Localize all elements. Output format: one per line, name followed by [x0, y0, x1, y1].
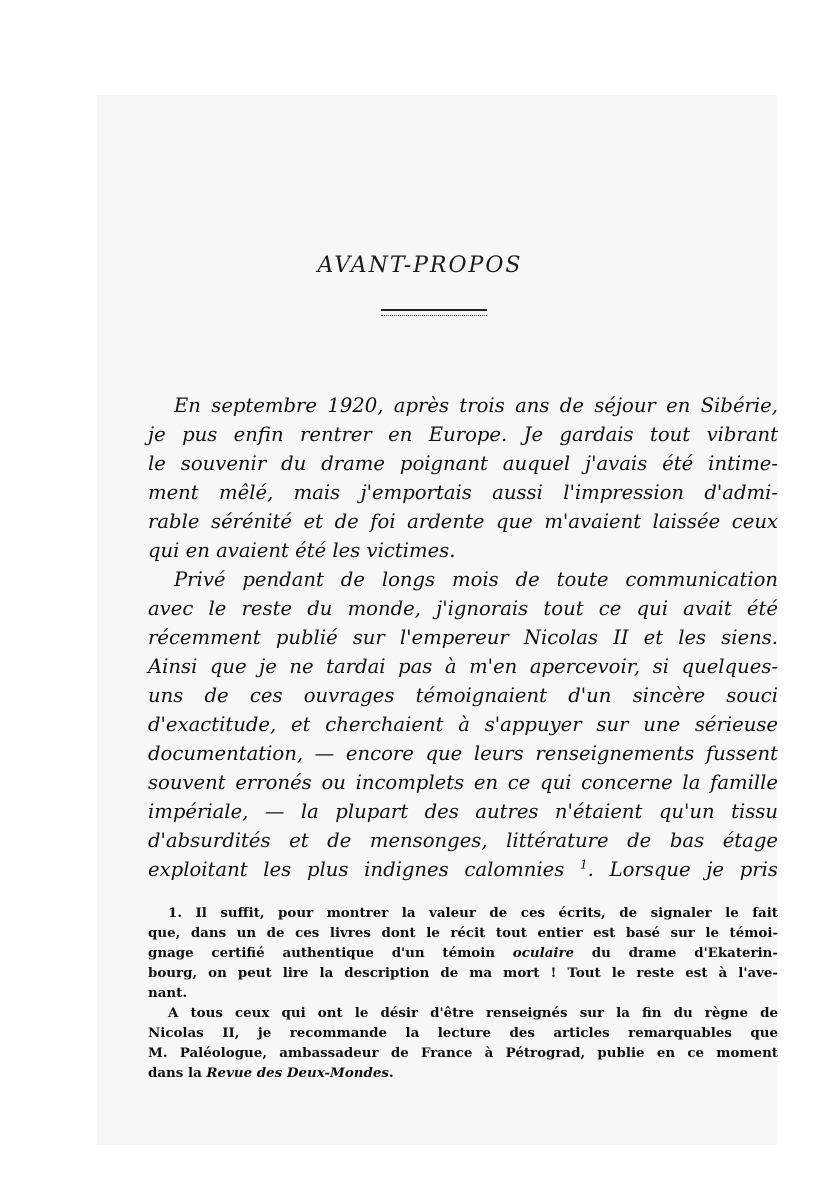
- footnote-line: [148, 943, 778, 963]
- body-line: je pus enfin rentrer en Europe. Je gardais tout vibrant: [148, 423, 778, 446]
- title-ornament-rule: [381, 309, 487, 316]
- body-line: Ainsi que je ne tardai pas à m'en apercevoir, si quelques-: [148, 655, 778, 678]
- chapter-title: AVANT-PROPOS: [317, 253, 523, 278]
- body-line: qui en avaient été les victimes.: [148, 539, 456, 562]
- footnote-line: nant.: [148, 985, 187, 1001]
- body-text: [148, 391, 778, 884]
- body-line: uns de ces ouvrages témoignaient d'un sincère souci: [148, 684, 778, 707]
- body-line-part: exploitant les plus indignes calomnies: [148, 858, 565, 881]
- footnote-line: [148, 1063, 778, 1083]
- body-line-part: . Lorsque je pris: [587, 858, 778, 881]
- body-line: d'exactitude, et cherchaient à s'appuyer sur une sérieuse: [148, 713, 778, 736]
- footnote-line: M. Paléologue, ambassadeur de France à Pétrograd, publie en ce moment: [148, 1045, 778, 1061]
- footnotes: [148, 903, 778, 1083]
- footnote-ref: 1: [580, 857, 588, 872]
- footnote-line: A tous ceux qui ont le désir d'être renseignés sur la fin du règne de: [168, 1005, 778, 1021]
- body-line: impériale, — la plupart des autres n'étaient qu'un tissu: [148, 800, 778, 823]
- body-line: d'absurdités et de mensonges, littérature de bas étage: [148, 829, 778, 852]
- footnote-line: que, dans un de ces livres dont le récit tout entier est basé sur le témoi-: [148, 925, 778, 941]
- body-line: [148, 855, 778, 884]
- footnote-part: gnage certifié authentique d'un témoin: [148, 945, 496, 961]
- footnote-italic: Revue des Deux-Mondes: [206, 1065, 389, 1081]
- body-line: documentation, — encore que leurs renseignements fussent: [148, 742, 778, 765]
- footnote-line: 1. Il suffit, pour montrer la valeur de ces écrits, de signaler le fait: [168, 905, 778, 921]
- body-line: avec le reste du monde, j'ignorais tout ce qui avait été: [148, 597, 778, 620]
- footnote-italic: oculaire: [512, 945, 575, 961]
- body-line: rable sérénité et de foi ardente que m'avaient laissée ceux: [148, 510, 778, 533]
- footnote-part: du drame d'Ekaterin-: [591, 945, 778, 961]
- body-line: Privé pendant de longs mois de toute communication: [174, 568, 778, 591]
- body-line: En septembre 1920, après trois ans de séjour en Sibérie,: [174, 394, 778, 417]
- body-line: souvent erronés ou incomplets en ce qui concerne la famille: [148, 771, 778, 794]
- footnote-part: .: [388, 1065, 394, 1081]
- body-line: récemment publié sur l'empereur Nicolas II et les siens.: [148, 626, 778, 649]
- footnote-line: bourg, on peut lire la description de ma mort ! Tout le reste est à l'ave-: [148, 965, 778, 981]
- body-line: le souvenir du drame poignant auquel j'avais été intime-: [148, 452, 778, 475]
- footnote-line: Nicolas II, je recommande la lecture des articles remarquables que: [148, 1025, 778, 1041]
- footnote-part: dans la: [148, 1065, 202, 1081]
- body-line: ment mêlé, mais j'emportais aussi l'impression d'admi-: [148, 481, 778, 504]
